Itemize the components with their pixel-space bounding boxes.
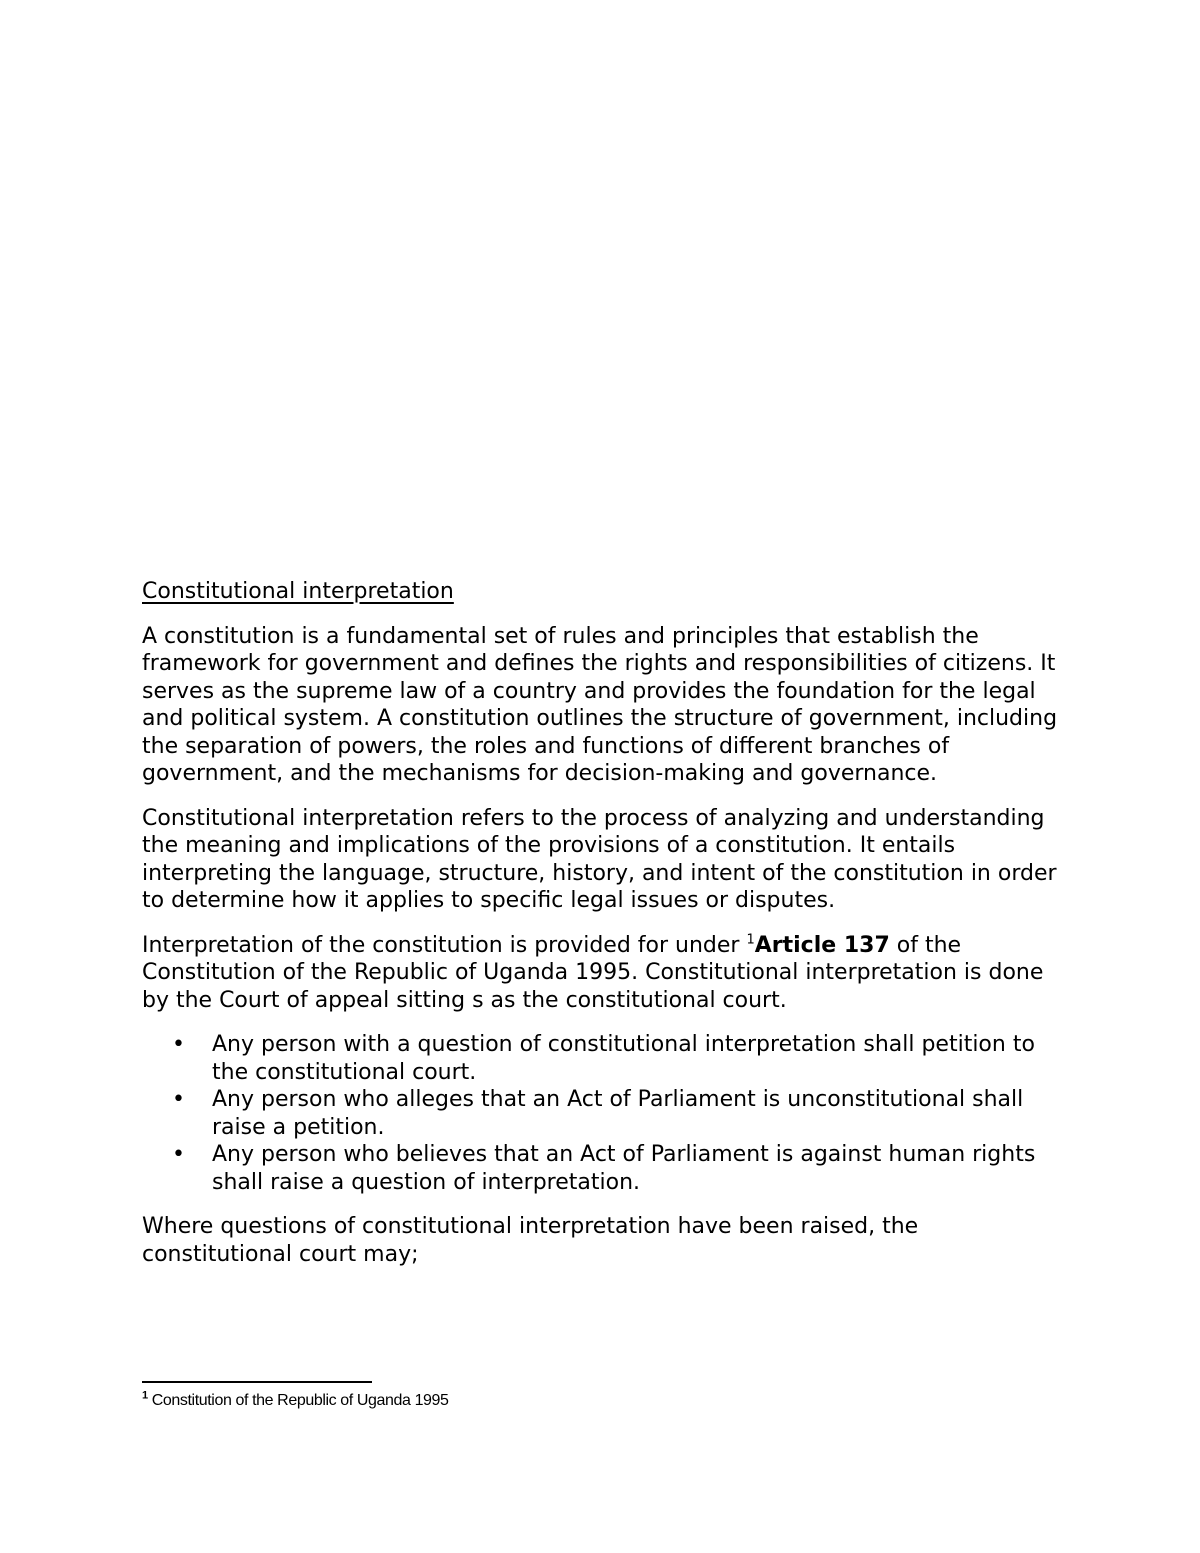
paragraph-article-137: [142, 932, 1062, 1015]
paragraph-article-text-after: of the Constitution of the Republic of Uganda 1995. Constitutional interpretation is done by the Court of appeal sitting s as the constitutional court.: [142, 932, 1044, 1013]
footnote-separator: [142, 1381, 372, 1383]
document-body: [142, 578, 1062, 1285]
article-reference: Article 137: [754, 932, 890, 958]
paragraph-article-text-before: Interpretation of the constitution is provided for under: [142, 932, 747, 958]
footnote-text: Constitution of the Republic of Uganda 1995: [147, 1392, 449, 1409]
bullet-icon: •: [172, 1142, 185, 1167]
section-heading: Constitutional interpretation: [142, 579, 454, 604]
list-item: [142, 1031, 1062, 1086]
bullet-icon: •: [172, 1032, 185, 1057]
paragraph-interpretation-definition: Constitutional interpretation refers to the process of analyzing and understanding the meaning and implications of the provisions of a constitution. It entails interpreting the language, structure, history, and intent of the constitution in order to determine how it applies to specific legal issues or disputes.: [142, 805, 1057, 913]
list-item-text: Any person who alleges that an Act of Parliament is unconstitutional shall raise a petition.: [212, 1087, 1024, 1140]
footnote: [142, 1391, 449, 1411]
list-item: [142, 1086, 1062, 1141]
footnote-number: 1: [142, 1389, 148, 1402]
bullet-list: [142, 1031, 1062, 1196]
list-item-text: Any person with a question of constitutional interpretation shall petition to the constitutional court.: [212, 1032, 1035, 1085]
bullet-icon: •: [172, 1087, 185, 1112]
paragraph-court-powers: Where questions of constitutional interpretation have been raised, the constitutional court may;: [142, 1214, 919, 1267]
list-item: [142, 1141, 1062, 1196]
paragraph-constitution-definition: A constitution is a fundamental set of rules and principles that establish the framework for government and defines the rights and responsibilities of citizens. It serves as the supreme law of a country and provides the foundation for the legal and political system. A constitution outlines the structure of government, including the separation of powers, the roles and functions of different branches of government, and the mechanisms for decision-making and governance.: [142, 623, 1058, 786]
footnote-reference[interactable]: 1: [746, 932, 755, 948]
list-item-text: Any person who believes that an Act of Parliament is against human rights shall raise a question of interpretation.: [212, 1142, 1036, 1195]
